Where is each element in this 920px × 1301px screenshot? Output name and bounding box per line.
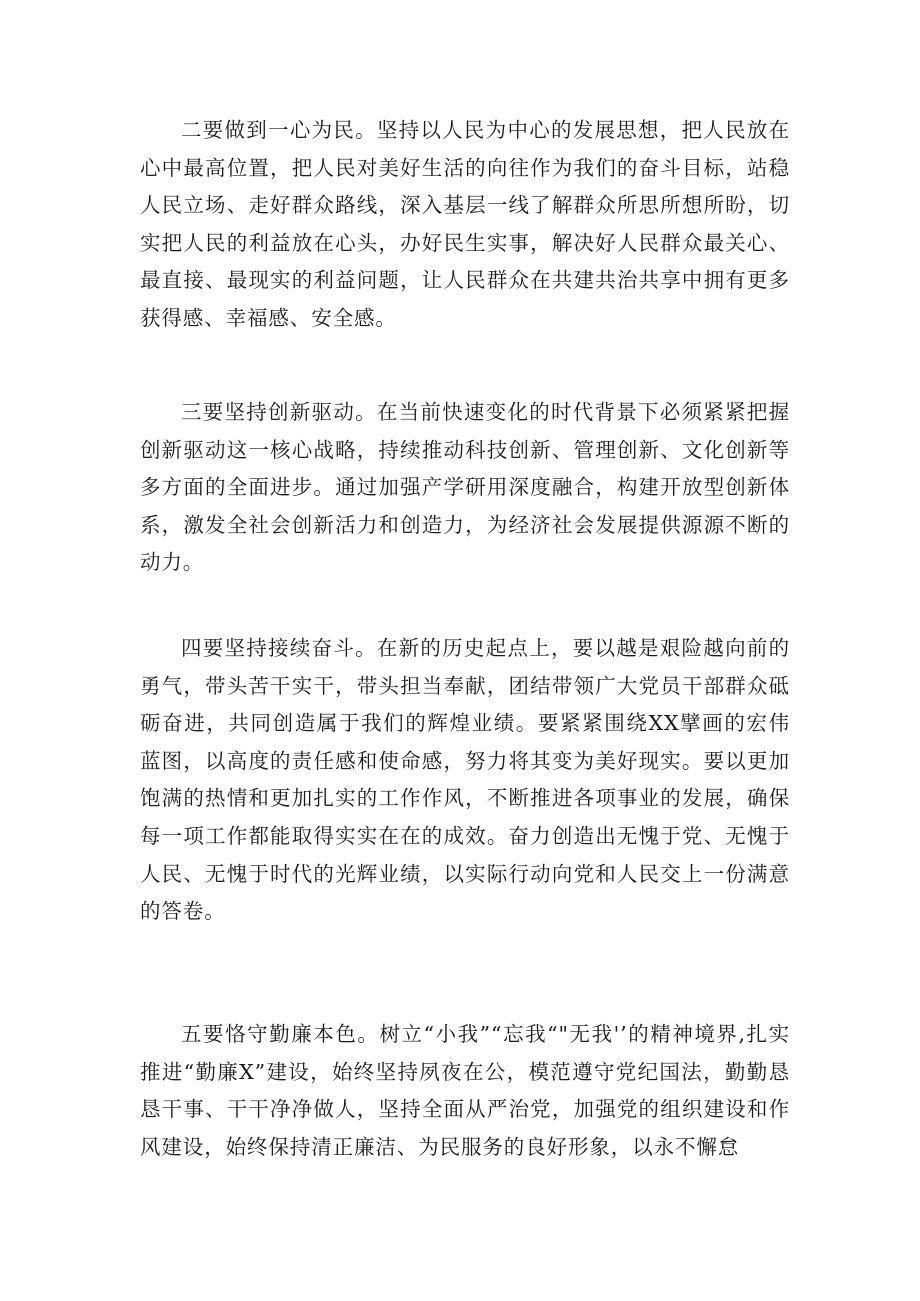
paragraph-serve-people: 二要做到一心为民。坚持以人民为中心的发展思想，把人民放在心中最高位置，把人民对美好生活的向往作为我们的奋斗目标，站稳人民立场、走好群众路线，深入基层一线了解群众所思所想所盼，切实把人民的利益放在心头，办好民生实事，解决好人民群众最关心、最直接、最现实的利益问题，让人民群众在共建共治共享中拥有更多获得感、幸福感、安全感。 bbox=[140, 118, 790, 330]
paragraph-integrity: 五要恪守勤廉本色。树立“小我”“忘我“"无我'’的精神境界,扎实推进“勤廉X”建设，始终坚持夙夜在公，模范遵守党纪国法，勤勤恳恳干事、干干净净做人，坚持全面从严治党，加强党的组织建设和作风建设，始终保持清正廉洁、为民服务的良好形象，以永不懈怠 bbox=[140, 1022, 790, 1159]
paragraph-innovation: 三要坚持创新驱动。在当前快速变化的时代背景下必须紧紧把握创新驱动这一核心战略，持续推动科技创新、管理创新、文化创新等多方面的全面进步。通过加强产学研用深度融合，构建开放型创新体系，激发全社会创新活力和创造力，为经济社会发展提供源源不断的动力。 bbox=[140, 400, 790, 575]
paragraph-continued-struggle: 四要坚持接续奋斗。在新的历史起点上，要以越是艰险越向前的勇气，带头苦干实干，带头担当奉献，团结带领广大党员干部群众砥砺奋进，共同创造属于我们的辉煌业绩。要紧紧围绕XX擘画的宏伟蓝图，以高度的责任感和使命感，努力将其变为美好现实。要以更加饱满的热情和更加扎实的工作作风，不断推进各项事业的发展，确保每一项工作都能取得实实在在的成效。奋力创造出无愧于党、无愧于人民、无愧于时代的光辉业绩，以实际行动向党和人民交上一份满意的答卷。 bbox=[140, 636, 790, 924]
